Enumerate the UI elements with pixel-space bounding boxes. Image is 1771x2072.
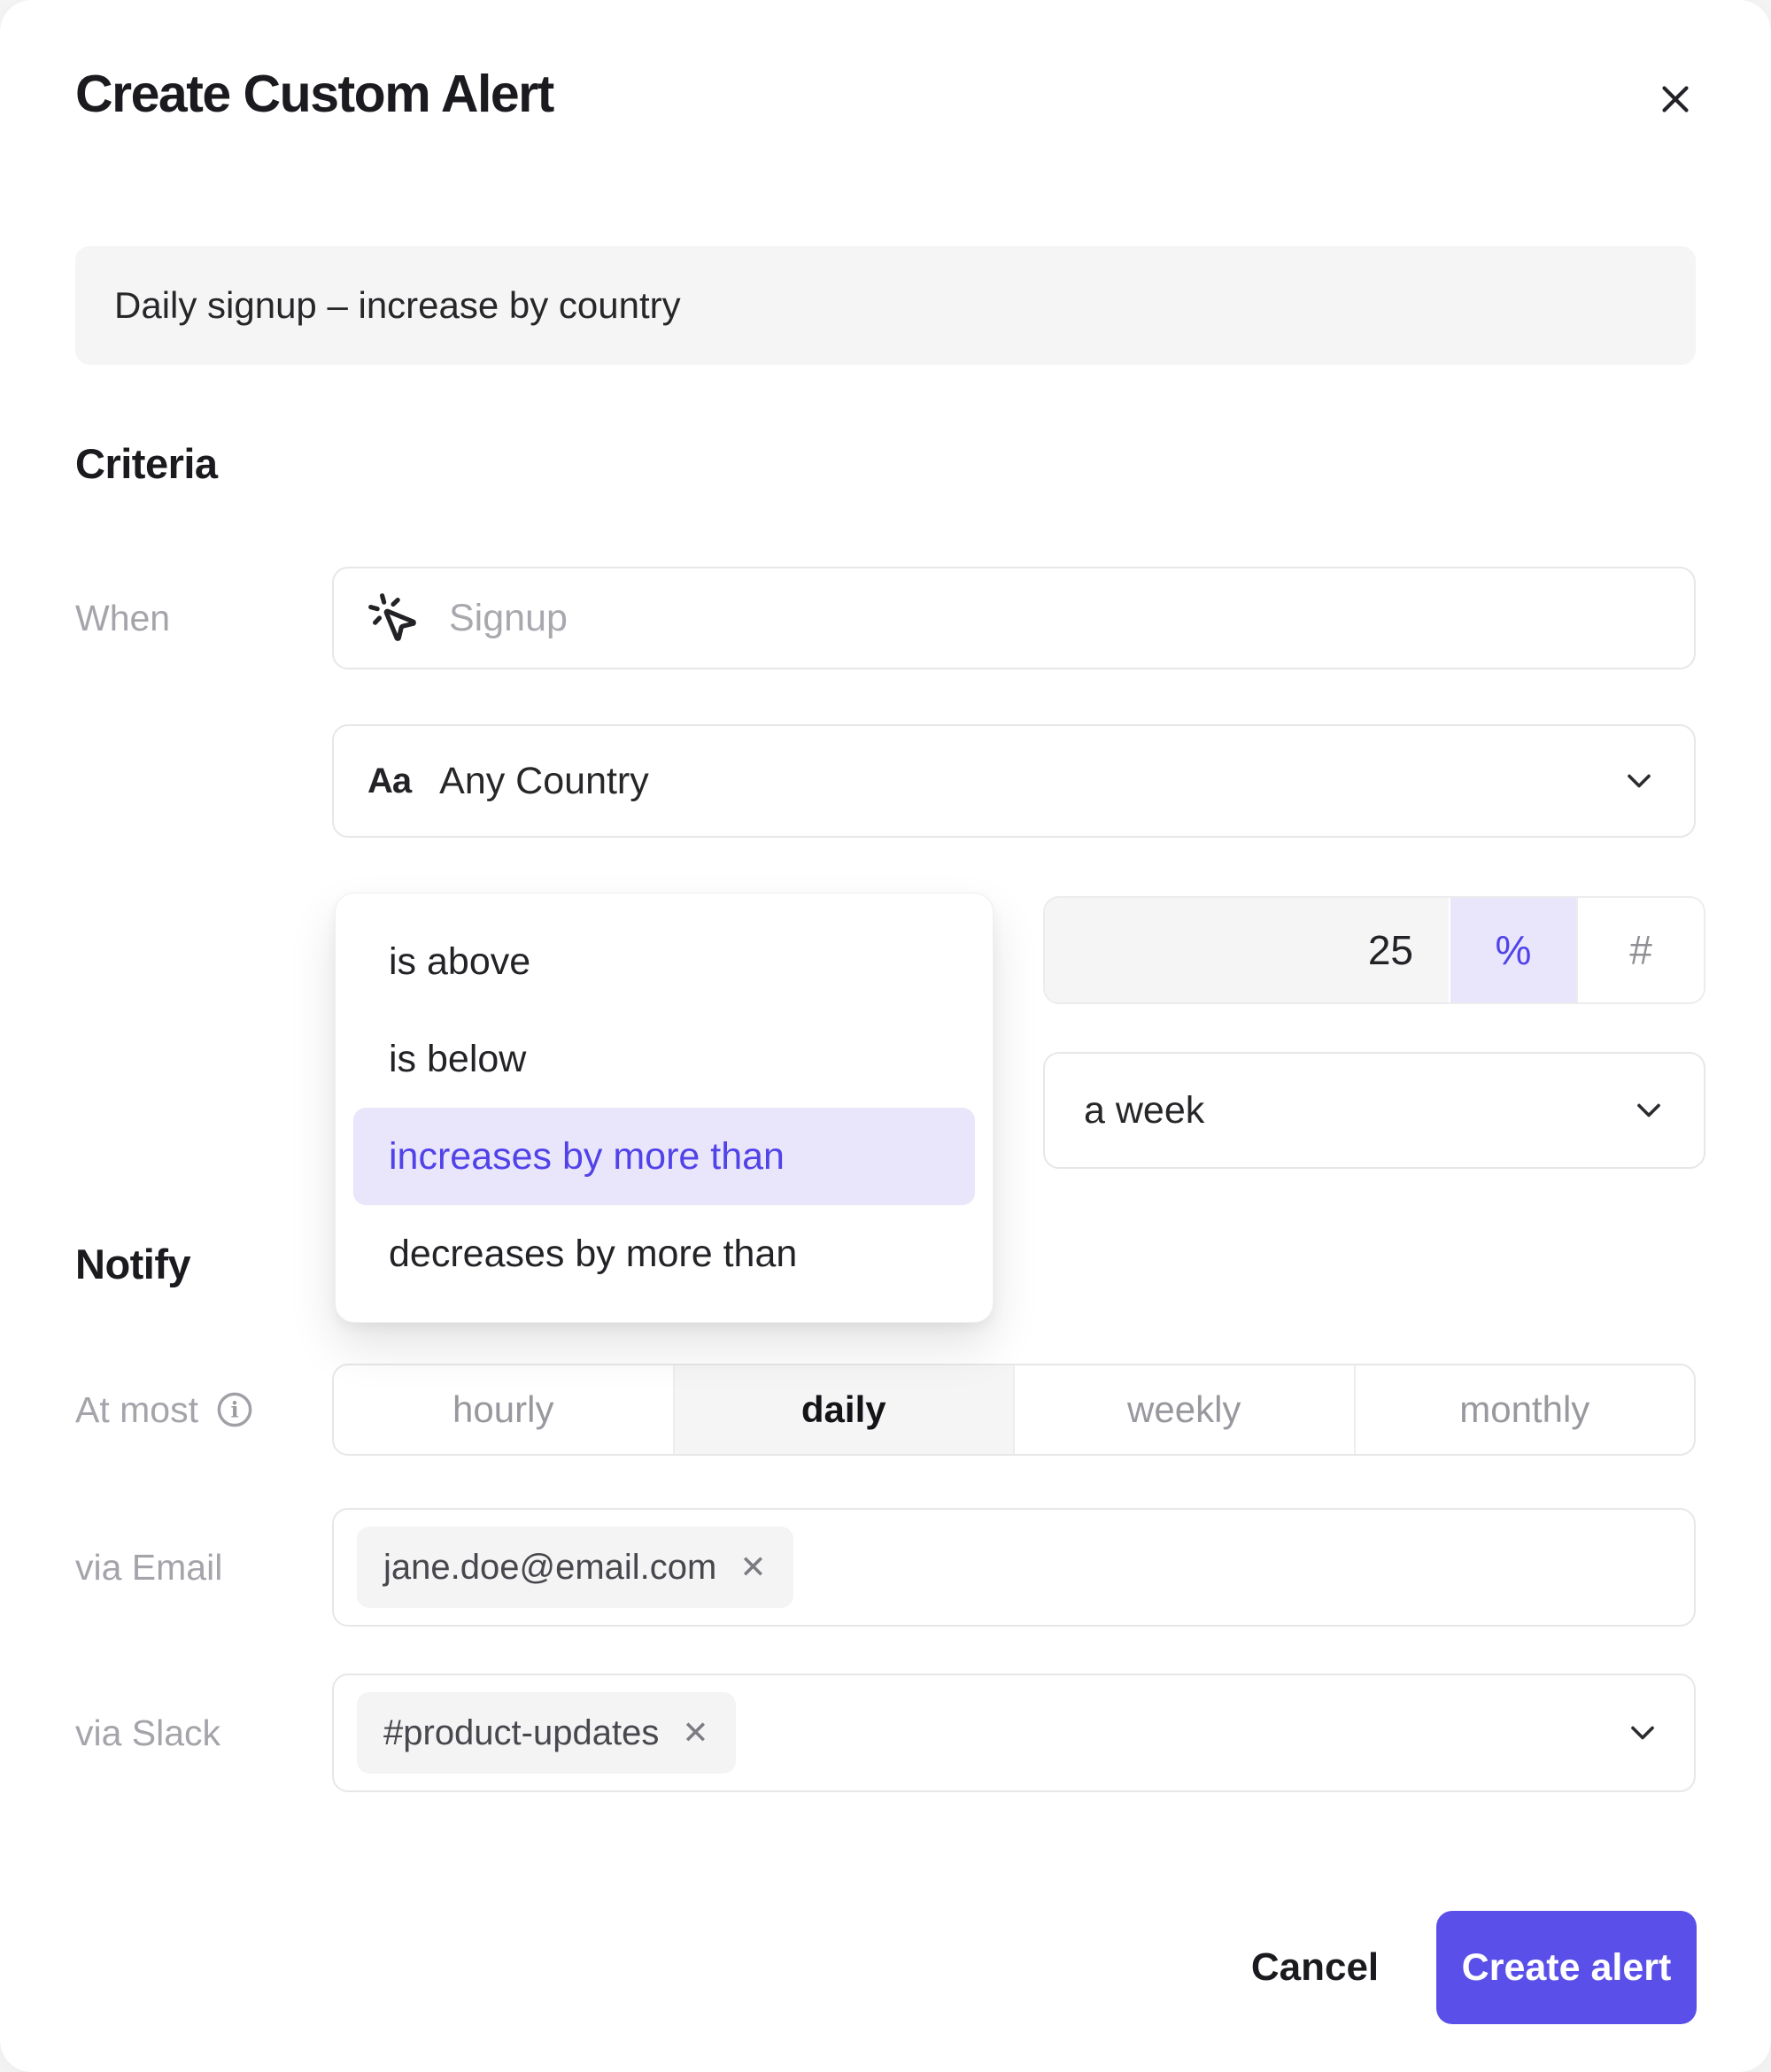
- cancel-button[interactable]: Cancel: [1250, 1945, 1380, 1989]
- slack-chip: [357, 1692, 736, 1774]
- when-label: When: [75, 597, 171, 638]
- menu-item-is-above[interactable]: is above: [389, 939, 531, 983]
- create-alert-button[interactable]: Create alert: [1436, 1911, 1697, 2024]
- slack-channels-field[interactable]: [332, 1674, 1696, 1792]
- frequency-daily[interactable]: daily: [673, 1365, 1014, 1454]
- menu-item-is-below[interactable]: is below: [389, 1037, 527, 1080]
- via-email-label: via Email: [75, 1546, 223, 1588]
- email-chip: [357, 1527, 793, 1608]
- chevron-down-icon: [1629, 1091, 1668, 1130]
- at-most-label: At most i: [75, 1364, 323, 1456]
- period-select-value: a week: [1084, 1088, 1205, 1132]
- frequency-monthly[interactable]: monthly: [1354, 1365, 1695, 1454]
- close-icon: [1653, 77, 1698, 121]
- text-property-icon: Aa: [367, 761, 412, 800]
- info-icon: [214, 1389, 255, 1430]
- event-field[interactable]: [332, 567, 1696, 669]
- frequency-hourly[interactable]: hourly: [452, 1388, 554, 1430]
- threshold-input[interactable]: [1045, 925, 1449, 975]
- frequency-weekly[interactable]: weekly: [1013, 1365, 1354, 1454]
- svg-text:i: i: [230, 1397, 239, 1423]
- period-select[interactable]: [1043, 1052, 1705, 1169]
- segment-select[interactable]: [332, 724, 1696, 838]
- remove-email-icon[interactable]: ✕: [739, 1549, 767, 1585]
- segment-select-value: Any Country: [439, 759, 649, 802]
- chevron-down-icon: [1620, 762, 1659, 800]
- menu-item-increases-by-more-than[interactable]: increases by more than: [353, 1108, 975, 1205]
- unit-number-toggle[interactable]: #: [1576, 898, 1704, 1002]
- event-input[interactable]: [447, 596, 1667, 641]
- remove-slack-icon[interactable]: ✕: [682, 1714, 709, 1751]
- frequency-segmented-control: [332, 1364, 1696, 1456]
- condition-dropdown-menu: [335, 893, 994, 1323]
- slack-chip-label: #product-updates: [383, 1712, 660, 1752]
- notify-heading: Notify: [75, 1241, 191, 1287]
- unit-percent-toggle[interactable]: %: [1449, 898, 1576, 1002]
- threshold-value-wrap: [1045, 898, 1449, 1002]
- menu-item-decreases-by-more-than[interactable]: decreases by more than: [389, 1232, 798, 1275]
- cursor-click-icon: [366, 591, 421, 646]
- close-button[interactable]: [1649, 73, 1702, 126]
- alert-name-input[interactable]: [75, 246, 1696, 365]
- email-recipients-field[interactable]: [332, 1508, 1696, 1627]
- chevron-down-icon: [1623, 1713, 1662, 1752]
- email-chip-label: jane.doe@email.com: [383, 1547, 717, 1587]
- threshold-group: [1043, 896, 1705, 1004]
- via-slack-label: via Slack: [75, 1712, 221, 1753]
- dialog-title: Create Custom Alert: [75, 65, 553, 123]
- criteria-heading: Criteria: [75, 440, 218, 487]
